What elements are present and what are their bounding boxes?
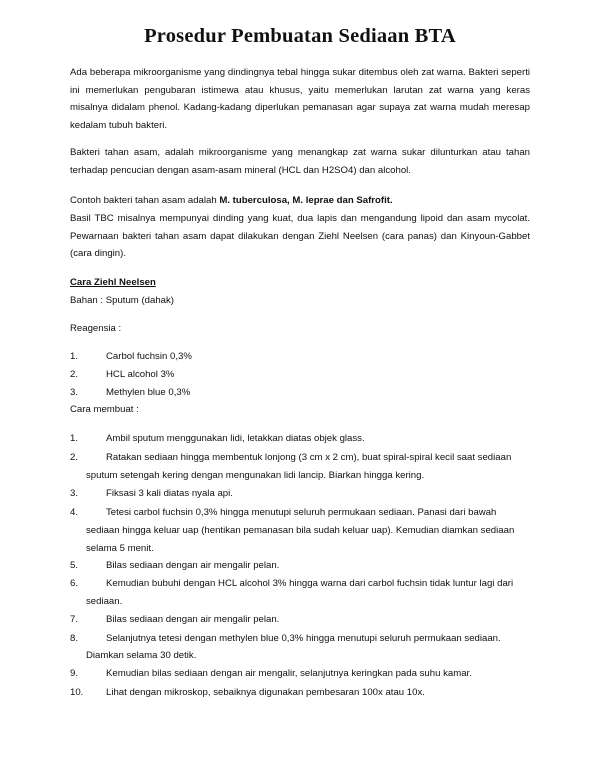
step-number: 9. — [70, 668, 79, 679]
step-text: Bilas sediaan dengan air mengalir pelan. — [106, 560, 280, 571]
page-title: Prosedur Pembuatan Sediaan BTA — [144, 25, 456, 47]
reagensia-item: Carbol fuchsin 0,3% — [106, 351, 192, 362]
example-bacteria: M. tuberculosa, M. leprae dan Safrofit. — [219, 195, 393, 206]
reagensia-number: 1. — [70, 351, 79, 362]
bahan-line: Bahan : Sputum (dahak) — [70, 295, 174, 306]
step-text-continued: sediaan hingga keluar uap (hentikan pemanasan bila sudah keluar uap). Kemudian diamkan sediaan — [86, 525, 515, 536]
reagensia-item: Methylen blue 0,3% — [106, 387, 191, 398]
step-number: 2. — [70, 452, 79, 463]
step-number: 3. — [70, 488, 79, 499]
step-number: 6. — [70, 578, 79, 589]
step-text: Tetesi carbol fuchsin 0,3% hingga menutupi seluruh permukaan sediaan. Panasi dari bawah — [106, 507, 497, 518]
step-text-continued: selama 5 menit. — [86, 543, 154, 554]
reagensia-number: 3. — [70, 387, 79, 398]
step-text: Bilas sediaan dengan air mengalir pelan. — [106, 614, 280, 625]
step-text: Fiksasi 3 kali diatas nyala api. — [106, 488, 233, 499]
intro-paragraph-2: Bakteri tahan asam, adalah mikroorganisme yang menangkap zat warna sukar dilunturkan atau tahan terhadap pencucian dengan asam-asam mineral (HCL dan H2SO4) dan alcohol. — [70, 147, 530, 176]
step-text: Ambil sputum menggunakan lidi, letakkan diatas objek glass. — [106, 433, 365, 444]
cara-membuat-label: Cara membuat : — [70, 404, 139, 415]
step-number: 4. — [70, 507, 79, 518]
reagensia-number: 2. — [70, 369, 79, 380]
step-number: 8. — [70, 633, 79, 644]
intro-paragraph-3 — [70, 192, 530, 210]
step-text: Ratakan sediaan hingga membentuk lonjong (3 cm x 2 cm), buat spiral-spiral kecil saat sediaan — [106, 452, 512, 463]
step-text-continued: sputum setengah kering dengan mengunakan lidi lancip. Biarkan hingga kering. — [86, 470, 425, 481]
step-number: 10. — [70, 687, 84, 698]
section-heading: Cara Ziehl Neelsen — [70, 277, 156, 288]
step-text: Selanjutnya tetesi dengan methylen blue 0,3% hingga menutupi seluruh permukaan sediaan. — [106, 633, 501, 644]
reagensia-item: HCL alcohol 3% — [106, 369, 175, 380]
step-number: 5. — [70, 560, 79, 571]
intro-paragraph-4: Basil TBC misalnya mempunyai dinding yang kuat, dua lapis dan mengandung lipoid dan asam mycolat. Pewarnaan bakteri tahan asam dapat dilakukan dengan Ziehl Neelsen (cara panas) dan Kinyoun-Gabbet (cara dingin). — [70, 213, 530, 259]
step-text-continued: Diamkan selama 30 detik. — [86, 650, 197, 661]
step-number: 1. — [70, 433, 79, 444]
example-prefix: Contoh bakteri tahan asam adalah — [70, 195, 220, 206]
step-number: 7. — [70, 614, 79, 625]
step-text: Kemudian bilas sediaan dengan air mengalir, selanjutnya keringkan pada suhu kamar. — [106, 668, 472, 679]
step-text: Lihat dengan mikroskop, sebaiknya digunakan pembesaran 100x atau 10x. — [106, 687, 425, 698]
reagensia-label: Reagensia : — [70, 323, 122, 334]
step-text-continued: sediaan. — [86, 596, 123, 607]
intro-paragraph-1: Ada beberapa mikroorganisme yang dindingnya tebal hingga sukar ditembus oleh zat warna. Bakteri seperti ini memerlukan pengubaran istimewa atau khusus, yaitu memerlukan larutan zat warna yang keras misalnya didalam phenol. Kadang-kadang diperlukan pemanasan agar supaya zat warna mudah meresap kedalam tubuh bakteri. — [70, 67, 530, 131]
step-text: Kemudian bubuhi dengan HCL alcohol 3% hingga warna dari carbol fuchsin tidak luntur lagi dari — [106, 578, 514, 589]
